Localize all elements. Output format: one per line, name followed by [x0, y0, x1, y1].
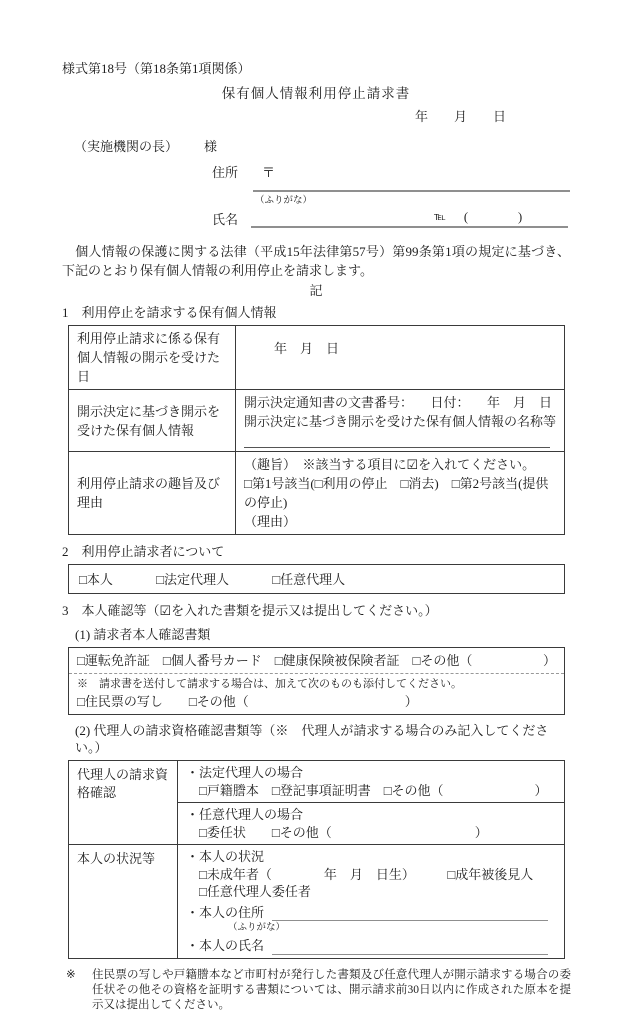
principal-status-cell: [178, 845, 565, 959]
checkbox-row-minor: □未成年者（ 年 月 日生） □成年被後見人: [199, 866, 534, 882]
voluntary-rep-cell: [178, 803, 565, 845]
principal-furigana-label: （ふりがな）: [228, 923, 286, 933]
table-row: [69, 761, 565, 803]
checkbox-row-delegator: □任意代理人委任者: [199, 884, 311, 899]
legal-rep-case-label: ・法定代理人の場合: [186, 765, 304, 780]
checkbox-row-mail-docs: □住民票の写し □その他（ ）: [77, 694, 418, 709]
mail-request-note: ※ 請求書を送付して請求する場合は、加えて次のものも添付してください。: [77, 678, 462, 690]
section2-table: [68, 564, 565, 594]
table-row: [69, 674, 565, 715]
purpose-instruction: （趣旨） ※該当する項目に☑を入れてください。: [244, 457, 536, 472]
row2-line2: 開示決定に基づき開示を受けた保有個人情報の名称等: [244, 414, 557, 429]
principal-address-row: [186, 904, 556, 922]
postal-mark: 〒: [262, 165, 276, 180]
date-label: 日付：: [430, 395, 470, 410]
doc-number-label: 開示決定通知書の文書番号：: [244, 395, 414, 410]
ki-marker: 記: [309, 283, 323, 298]
date-line: 年 月 日: [414, 109, 506, 124]
document-title: 保有個人情報利用停止請求書: [221, 86, 411, 101]
requester-options-cell: [69, 565, 565, 594]
name-label: 氏名: [212, 212, 239, 227]
table-row: [69, 565, 565, 594]
checkbox-option-legal-rep: □法定代理人: [156, 571, 229, 587]
row2-line1: [244, 393, 556, 412]
row3-label: 利用停止請求の趣旨及び理由: [69, 452, 236, 535]
table-row: [69, 452, 565, 535]
checkbox-row-legal-docs: □戸籍謄本 □登記事項証明書 □その他（ ）: [199, 782, 548, 798]
applicant-block: [62, 164, 570, 228]
sub1-heading: (1) 請求者本人確認書類: [75, 627, 211, 642]
row3-value-cell: [236, 452, 565, 535]
checkbox-row-purpose: □第1号該当(□利用の停止 □消去) □第2号該当(提供の停止): [244, 476, 549, 510]
identity-docs-cell: [69, 648, 565, 674]
section2-heading: 2 利用停止請求者について: [62, 544, 225, 559]
section3-heading: 3 本人確認等（☑を入れた書類を提示又は提出してください。）: [62, 603, 438, 618]
tel-label: ℡: [434, 211, 446, 223]
body-paragraph: 個人情報の保護に関する法律（平成15年法律第57号）第99条第1項の規定に基づき、下記のとおり保有個人情報の利用停止を請求します。: [62, 244, 570, 278]
tel-parens: ( ): [463, 210, 523, 224]
principal-status-heading: ・本人の状況: [186, 849, 265, 864]
agent-qualification-label: 代理人の請求資格確認: [69, 761, 178, 845]
table-row: [69, 326, 565, 390]
row2-value-cell: [236, 390, 565, 452]
principal-address-write-line: [272, 906, 548, 921]
addressee-honorific: 様: [204, 139, 218, 154]
furigana-label: （ふりがな）: [255, 196, 313, 206]
section1-heading: 1 利用停止を請求する保有個人情報: [62, 305, 277, 320]
agent-table: [68, 760, 565, 959]
table-row: [69, 390, 565, 452]
row1-date-placeholder: 年 月 日: [274, 341, 340, 356]
name-row: [62, 207, 570, 228]
checkbox-row-identity-docs: [77, 651, 556, 670]
addressee-line: [62, 138, 570, 155]
form-number: 様式第18号（第18条第1項関係）: [62, 61, 251, 76]
section1-table: [68, 325, 565, 535]
identity-docs-table: [68, 647, 565, 715]
row1-label: 利用停止請求に係る保有個人情報の開示を受けた日: [69, 326, 236, 390]
row1-value-cell: [236, 326, 565, 390]
table-row: [69, 845, 565, 959]
address-label: 住所: [212, 165, 239, 180]
address-write-line: [253, 181, 570, 192]
sub2-heading: (2) 代理人の請求資格確認書類等（※ 代理人が請求する場合のみ記入してください。）: [75, 723, 549, 755]
footer-note-text: 住民票の写しや戸籍謄本など市町村が発行した書類及び任意代理人が開示請求する場合の委任状その他その資格を証明する書類については、開示請求前30日以内に作成された原本を提示又は提出してください。: [92, 968, 571, 1011]
table-row: [69, 648, 565, 674]
addressee-name: （実施機関の長）: [74, 139, 179, 154]
voluntary-rep-case-label: ・任意代理人の場合: [186, 807, 304, 822]
identity-docs-options: □運転免許証 □個人番号カード □健康保険被保険者証 □その他（: [77, 653, 473, 668]
principal-name-row: [186, 937, 556, 955]
mail-note-cell: [69, 674, 565, 715]
address-row: [62, 164, 570, 181]
principal-name-label: ・本人の氏名: [186, 938, 265, 953]
identity-docs-close-paren: ）: [542, 653, 556, 668]
row2-label: 開示決定に基づき開示を受けた保有個人情報: [69, 390, 236, 452]
name-write-line: [251, 205, 568, 228]
footer-note: [66, 968, 571, 1013]
checkbox-option-voluntary-rep: □任意代理人: [272, 571, 346, 587]
principal-name-write-line: [272, 940, 548, 955]
date-placeholder: 年 月 日: [486, 395, 552, 410]
reason-label: （理由）: [244, 514, 297, 529]
row2-write-line: [244, 434, 550, 448]
legal-rep-cell: [178, 761, 565, 803]
checkbox-row-voluntary-docs: □委任状 □その他（ ）: [199, 824, 488, 840]
principal-address-label: ・本人の住所: [186, 904, 265, 920]
principal-status-label: 本人の状況等: [69, 845, 178, 959]
checkbox-option-self: □本人: [79, 571, 113, 587]
footer-note-marker: ※: [66, 968, 76, 981]
